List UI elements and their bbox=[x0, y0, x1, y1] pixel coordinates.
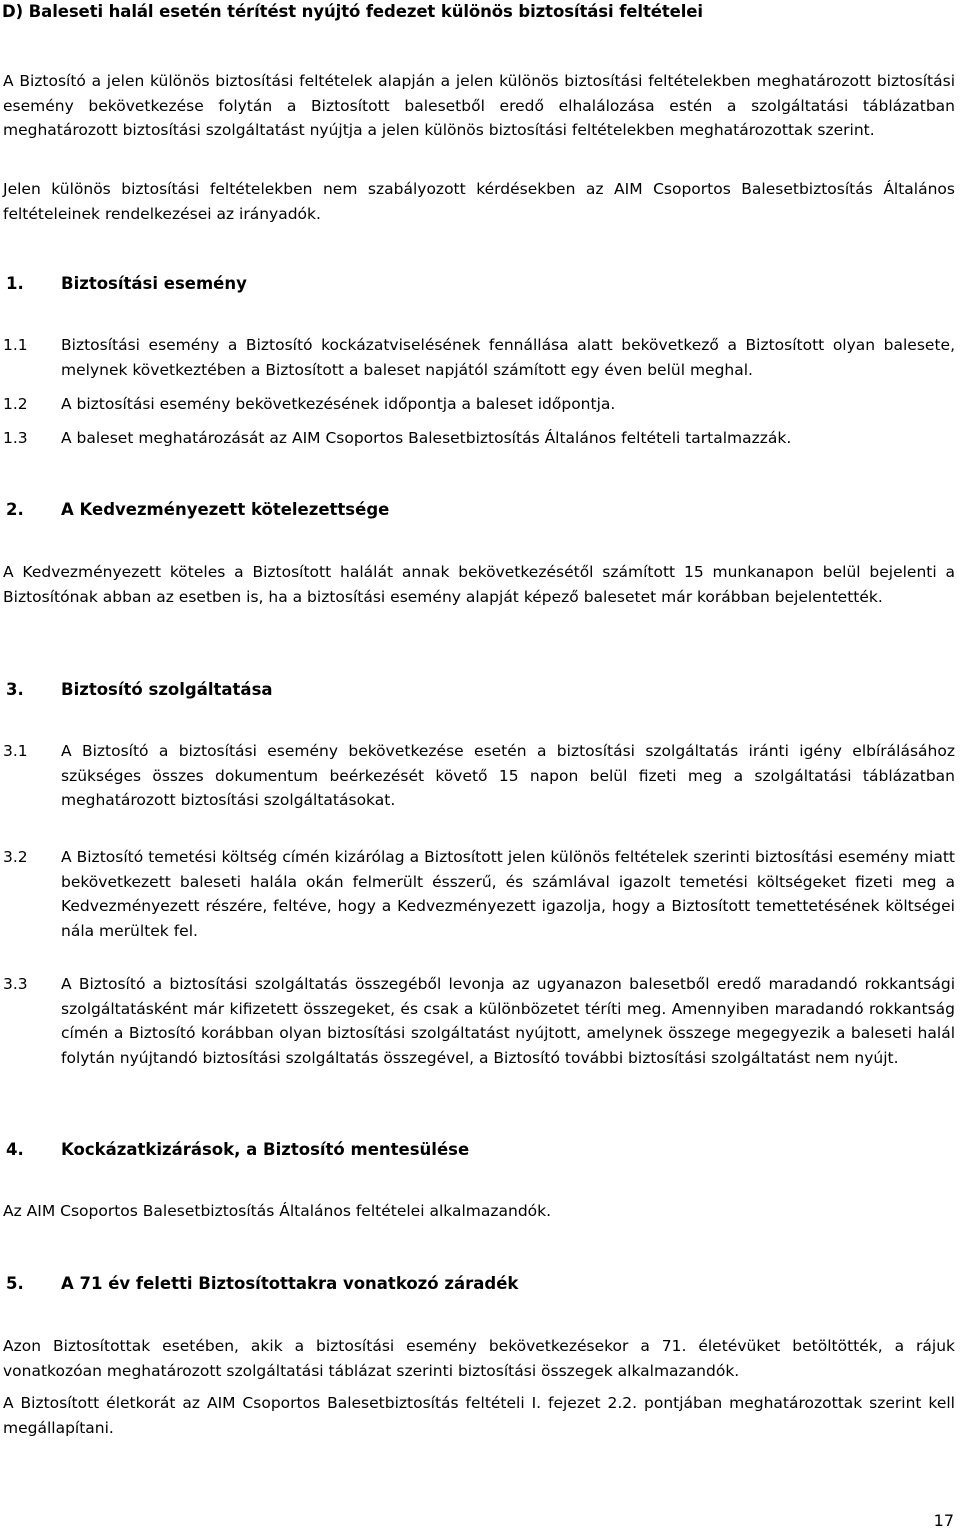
page-number: 17 bbox=[933, 1511, 954, 1530]
intro-paragraph: Jelen különös biztosítási feltételekben nem szabályozott kérdésekben az AIM Csoportos Balesetbiztosítás Általános feltételeinek rendelkezései az irányadók. bbox=[3, 180, 955, 223]
item-text: A biztosítási esemény bekövetkezésének időpontja a baleset időpontja. bbox=[61, 395, 616, 413]
intro-paragraph: A Biztosító a jelen különös biztosítási feltételek alapján a jelen különös biztosítási feltételekben meghatározott biztosítási esemény bekövetkezése folytán a Biztosított balesetből eredő elhalálozása estén a szolgáltatási táblázatban meghatározott biztosítási szolgáltatást nyújtja a jelen különös biztosítási feltételekben meghatározottak szerint. bbox=[3, 72, 955, 139]
item-text: A Biztosító a biztosítási szolgáltatás összegéből levonja az ugyanazon balesetből eredő maradandó rokkantsági szolgáltatásként már kifizetett összegeket, és csak a különbözetet téríti meg. Amennyiben maradandó rokkantság címén a Biztosító korábban olyan biztosítási szolgáltatást nyújtott, amelynek összege megegyezik a baleseti halál folytán nyújtandó biztosítási szolgáltatás összegével, a Biztosító további biztosítási szolgáltatást nem nyújt. bbox=[61, 975, 955, 1067]
item-text: Biztosítási esemény a Biztosító kockázatviselésének fennállása alatt bekövetkező a Biztosított olyan balesete, melynek következtében a Biztosított a baleset napjától számított egy éven belül meghal. bbox=[61, 336, 955, 379]
section-paragraph: Az AIM Csoportos Balesetbiztosítás Általános feltételei alkalmazandók. bbox=[3, 1202, 552, 1220]
section-number: 2. bbox=[6, 500, 24, 519]
item-text: A Biztosító temetési költség címén kizárólag a Biztosított jelen különös feltételek szerinti biztosítási esemény miatt bekövetkezett baleseti halála okán felmerült ésszerű, és számlával igazolt temetési költségeket fizeti meg a Kedvezményezett részére, feltéve, hogy a Kedvezményezett igazolja, hogy a Biztosított temettetésének költségei nála merültek fel. bbox=[61, 848, 955, 940]
item-number: 1.1 bbox=[3, 336, 28, 354]
section-number: 3. bbox=[6, 680, 24, 699]
section-number: 5. bbox=[6, 1274, 24, 1293]
section-title: A 71 év feletti Biztosítottakra vonatkozó záradék bbox=[61, 1274, 519, 1293]
item-number: 3.2 bbox=[3, 848, 28, 866]
item-number: 3.1 bbox=[3, 742, 28, 760]
item-number: 1.3 bbox=[3, 429, 28, 447]
document-heading: D) Baleseti halál esetén térítést nyújtó fedezet különös biztosítási feltételei bbox=[2, 2, 703, 21]
item-text: A Biztosító a biztosítási esemény bekövetkezése esetén a biztosítási szolgáltatás iránti igény elbírálásához szükséges összes dokumentum beérkezését követő 15 napon belül fizeti meg a szolgáltatási táblázatban meghatározott biztosítási szolgáltatásokat. bbox=[61, 742, 955, 809]
section-paragraph: A Biztosított életkorát az AIM Csoportos Balesetbiztosítás feltételi I. fejezet 2.2. pontjában meghatározottak szerint kell megállapítani. bbox=[3, 1394, 955, 1437]
section-title: Biztosító szolgáltatása bbox=[61, 680, 273, 699]
section-number: 4. bbox=[6, 1140, 24, 1159]
item-text: A baleset meghatározását az AIM Csoportos Balesetbiztosítás Általános feltételi tartalmazzák. bbox=[61, 429, 792, 447]
section-title: Biztosítási esemény bbox=[61, 274, 247, 293]
item-number: 3.3 bbox=[3, 975, 28, 993]
section-paragraph: A Kedvezményezett köteles a Biztosított halálát annak bekövetkezésétől számított 15 munkanapon belül bejelenti a Biztosítónak abban az esetben is, ha a biztosítási esemény alapját képező balesetet már korábban bejelentették. bbox=[3, 563, 955, 606]
section-title: Kockázatkizárások, a Biztosító mentesülése bbox=[61, 1140, 470, 1159]
section-title: A Kedvezményezett kötelezettsége bbox=[61, 500, 390, 519]
item-number: 1.2 bbox=[3, 395, 28, 413]
section-number: 1. bbox=[6, 274, 24, 293]
section-paragraph: Azon Biztosítottak esetében, akik a biztosítási esemény bekövetkezésekor a 71. életévüket betöltötték, a rájuk vonatkozóan meghatározott szolgáltatási táblázat szerinti biztosítási összegek alkalmazandók. bbox=[3, 1337, 955, 1380]
